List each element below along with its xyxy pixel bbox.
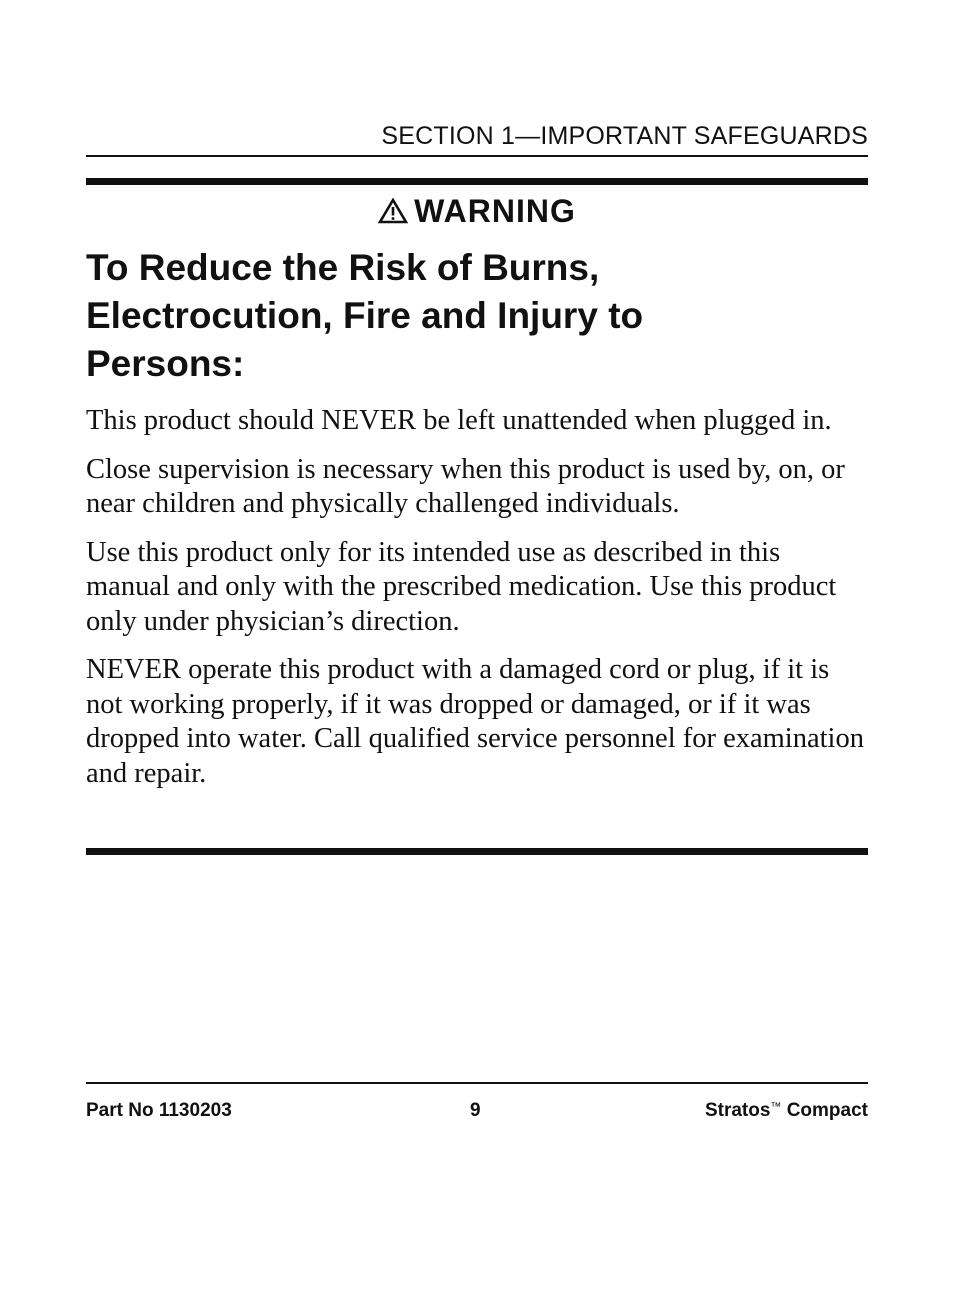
paragraph-damaged-cord: NEVER operate this product with a damaged cord or plug, if it is not working properly, if it was dropped or damaged, or if it was dropped into water. Call qualified service personnel for examination and repair. bbox=[86, 654, 864, 789]
warning-bottom-rule bbox=[86, 848, 868, 855]
trademark-symbol: ™ bbox=[770, 1101, 782, 1113]
header-rule bbox=[86, 155, 868, 157]
part-number: Part No 1130203 bbox=[86, 1100, 232, 1121]
product-model: Compact bbox=[781, 1100, 868, 1121]
warning-body bbox=[86, 404, 868, 805]
heading-line-1: To Reduce the Risk of Burns, bbox=[86, 247, 600, 288]
warning-label: WARNING bbox=[414, 193, 576, 229]
heading-line-2: Electrocution, Fire and Injury to bbox=[86, 295, 644, 336]
footer-rule bbox=[86, 1082, 868, 1084]
page-number: 9 bbox=[470, 1100, 481, 1121]
product-brand: Stratos bbox=[704, 1100, 771, 1121]
section-header: SECTION 1—IMPORTANT SAFEGUARDS bbox=[381, 122, 868, 150]
warning-triangle-icon bbox=[378, 195, 408, 232]
main-heading bbox=[86, 244, 868, 388]
warning-top-rule bbox=[86, 178, 868, 185]
warning-title bbox=[86, 193, 868, 232]
paragraph-unattended: This product should NEVER be left unattended when plugged in. bbox=[86, 405, 832, 436]
paragraph-supervision: Close supervision is necessary when this product is used by, on, or near children and physically challenged individuals. bbox=[86, 453, 845, 519]
product-name bbox=[705, 1100, 868, 1122]
paragraph-intended-use: Use this product only for its intended use as described in this manual and only with the prescribed medication. Use this product only under physician’s direction. bbox=[86, 536, 837, 637]
heading-line-3: Persons: bbox=[86, 343, 245, 384]
